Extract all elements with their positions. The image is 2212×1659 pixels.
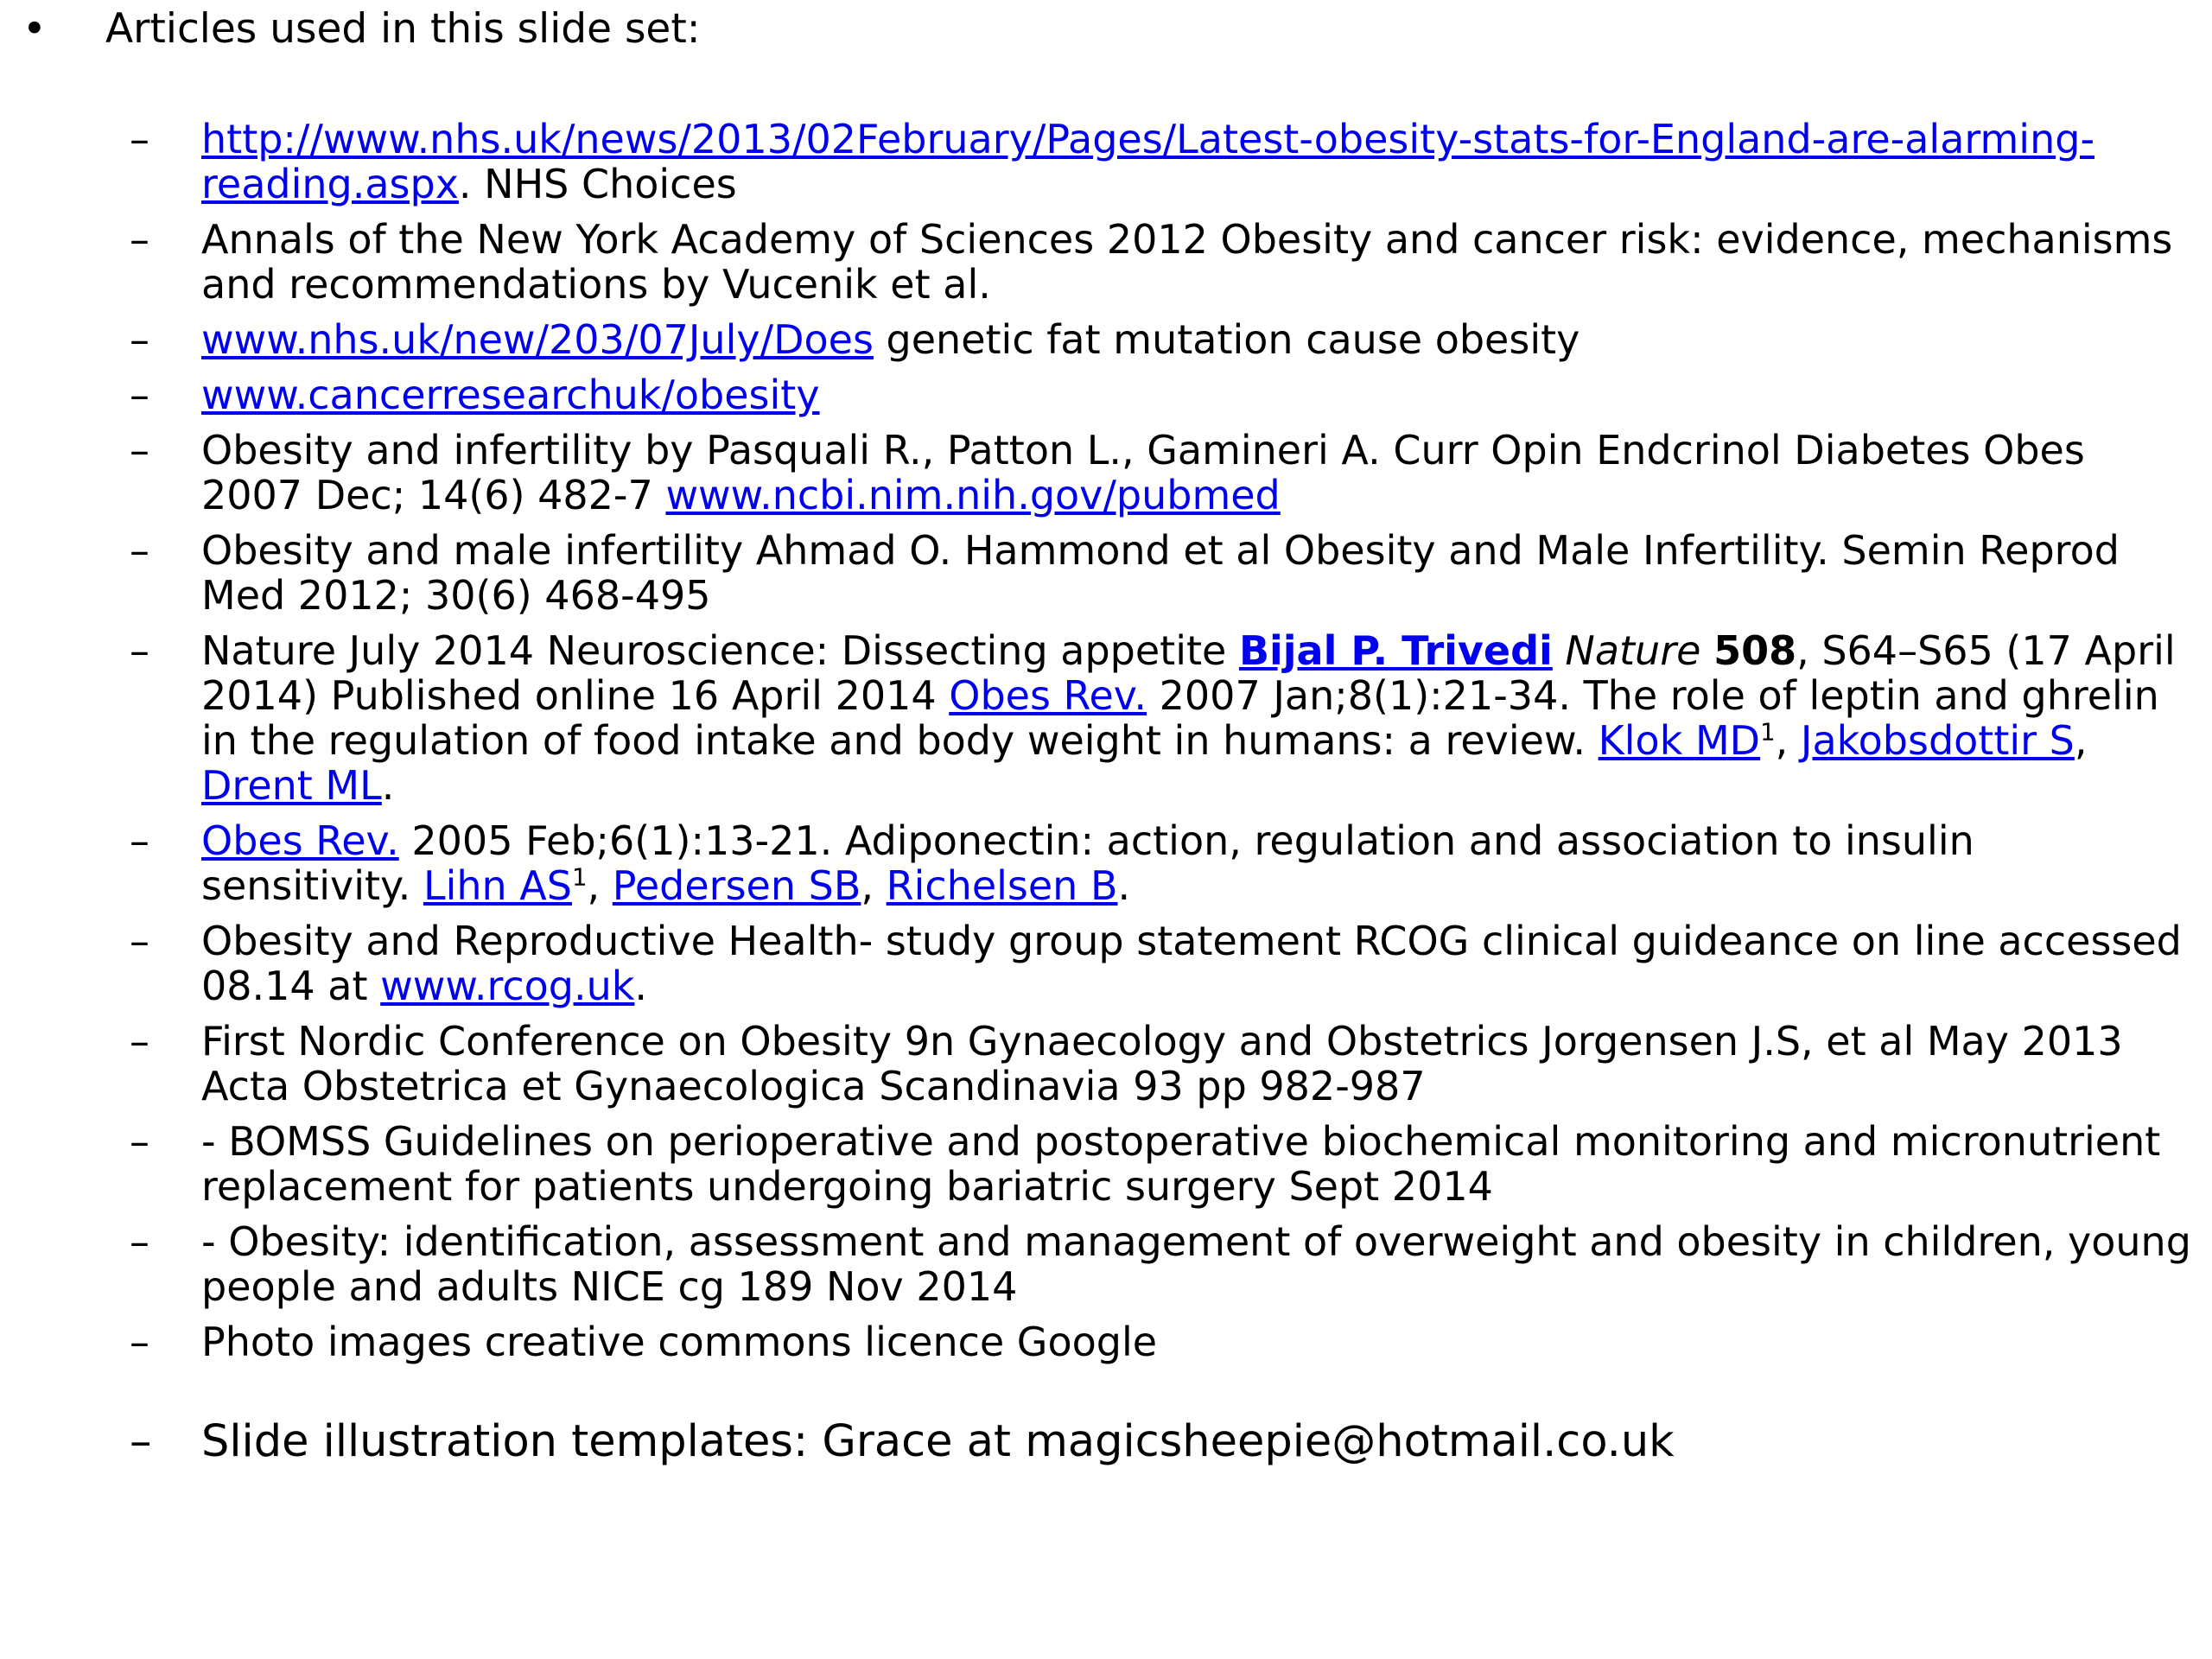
reference-item-cancer-research <box>130 372 2195 417</box>
journal-name: Nature <box>1565 627 1701 674</box>
author-link-pedersen[interactable]: Pedersen SB <box>612 862 861 909</box>
author-link-drent[interactable]: Drent ML <box>201 762 382 809</box>
reference-text: , <box>861 862 887 909</box>
reference-text: . <box>1117 862 1131 909</box>
reference-item-nature-appetite <box>130 628 2195 808</box>
author-link-jakobsdottir[interactable]: Jakobsdottir S <box>1800 717 2075 764</box>
reference-text: , <box>2074 717 2088 764</box>
reference-text: , <box>587 862 613 909</box>
dash-icon: – <box>130 1218 149 1265</box>
reference-item-adiponectin <box>130 818 2195 908</box>
reference-text: Photo images creative commons licence Google <box>201 1319 1158 1365</box>
reference-text: . <box>634 963 648 1009</box>
reference-text: Obesity and infertility by Pasquali R., Patton L., Gamineri A. Curr Opin Endcrinol Diabetes Obes 2007 Dec; 14(6) 482-7 <box>201 427 2085 518</box>
pubmed-link[interactable]: www.ncbi.nim.nih.gov/pubmed <box>665 472 1281 518</box>
reference-item-photo-credits <box>130 1319 2195 1364</box>
reference-text: First Nordic Conference on Obesity 9n Gynaecology and Obstetrics Jorgensen J.S, et al May 2013 Acta Obstetrica et Gynaecologica Scandinavia 93 pp 982-987 <box>201 1018 2123 1109</box>
reference-item-bomss <box>130 1119 2195 1209</box>
reference-text: Obesity and Reproductive Health- study group statement RCOG clinical guideance on line accessed 08.14 at <box>201 918 2182 1009</box>
reference-text: , S64–S65 (17 April 2014) Published online 16 April 2014 <box>201 627 2176 719</box>
dash-icon: – <box>130 216 149 263</box>
reference-text: genetic fat mutation cause obesity <box>873 316 1580 363</box>
affiliation-marker: 1 <box>571 862 588 892</box>
reference-item-template-credits <box>130 1416 2195 1468</box>
author-name: Bijal P. Trivedi <box>1238 627 1553 674</box>
reference-item-nhs-fat-mutation <box>130 317 2195 362</box>
dash-icon: – <box>130 116 149 162</box>
reference-text: . NHS Choices <box>458 161 737 207</box>
reference-item-nhs-obesity-stats <box>130 117 2195 207</box>
volume-number: 508 <box>1713 627 1797 674</box>
slide-heading-text: Articles used in this slide set: <box>105 5 701 53</box>
dash-icon: – <box>130 1118 149 1165</box>
author-link-klok[interactable]: Klok MD <box>1598 717 1761 764</box>
nhs-fat-mutation-link[interactable]: www.nhs.uk/new/203/07July/Does <box>201 316 874 363</box>
reference-text <box>1553 627 1566 674</box>
reference-text: Nature July 2014 Neuroscience: Dissecting appetite <box>201 627 1239 674</box>
reference-text: Obesity and male infertility Ahmad O. Hammond et al Obesity and Male Infertility. Semin Reprod Med 2012; 30(6) 468-495 <box>201 527 2120 619</box>
reference-text: - BOMSS Guidelines on perioperative and postoperative biochemical monitoring and micronutrient replacement for patients undergoing bariatric surgery Sept 2014 <box>201 1118 2161 1210</box>
dash-icon: – <box>130 316 149 363</box>
reference-text: - Obesity: identification, assessment and management of overweight and obesity in children, young people and adults NICE cg 189 Nov 2014 <box>201 1218 2191 1310</box>
reference-item-male-infertility <box>130 528 2195 618</box>
dash-icon: – <box>130 1319 149 1365</box>
obes-rev-link[interactable]: Obes Rev. <box>949 672 1147 719</box>
nhs-obesity-stats-link[interactable]: http://www.nhs.uk/news/2013/02February/Pages/Latest-obesity-stats-for-England-are-alarming-reading.aspx <box>201 116 2095 207</box>
affiliation-marker: 1 <box>1760 717 1776 747</box>
dash-icon: – <box>130 627 149 674</box>
dash-icon: – <box>130 1018 149 1065</box>
bullet-icon: • <box>22 5 47 53</box>
reference-text: Slide illustration templates: Grace at magicsheepie@hotmail.co.uk <box>201 1416 1675 1467</box>
reference-text: . <box>381 762 395 809</box>
cancer-research-link[interactable]: www.cancerresearchuk/obesity <box>201 372 820 418</box>
reference-text: 2005 Feb;6(1):13-21. Adiponectin: action, regulation and association to insulin sensitivity. <box>201 817 1974 909</box>
reference-text: Annals of the New York Academy of Sciences 2012 Obesity and cancer risk: evidence, mechanisms and recommendations by Vucenik et al. <box>201 216 2173 308</box>
reference-list <box>130 117 2195 1478</box>
reference-item-obesity-infertility <box>130 428 2195 518</box>
reference-item-nice <box>130 1219 2195 1309</box>
dash-icon: – <box>130 1416 152 1467</box>
reference-text <box>1700 627 1713 674</box>
reference-text: 2007 Jan;8(1):21-34. The role of leptin and ghrelin in the regulation of food intake and body weight in humans: a review. <box>201 672 2159 764</box>
reference-item-rcog <box>130 918 2195 1008</box>
dash-icon: – <box>130 372 149 418</box>
author-link-trivedi[interactable] <box>1239 627 1553 674</box>
dash-icon: – <box>130 527 149 574</box>
reference-item-annals-nyas <box>130 217 2195 307</box>
dash-icon: – <box>130 427 149 474</box>
author-link-lihn[interactable]: Lihn AS <box>423 862 572 909</box>
dash-icon: – <box>130 817 149 864</box>
dash-icon: – <box>130 918 149 964</box>
author-link-richelsen[interactable]: Richelsen B <box>886 862 1118 909</box>
reference-item-nordic-conference <box>130 1019 2195 1109</box>
reference-text: , <box>1775 717 1801 764</box>
rcog-link[interactable]: www.rcog.uk <box>380 963 635 1009</box>
obes-rev-link[interactable]: Obes Rev. <box>201 817 399 864</box>
